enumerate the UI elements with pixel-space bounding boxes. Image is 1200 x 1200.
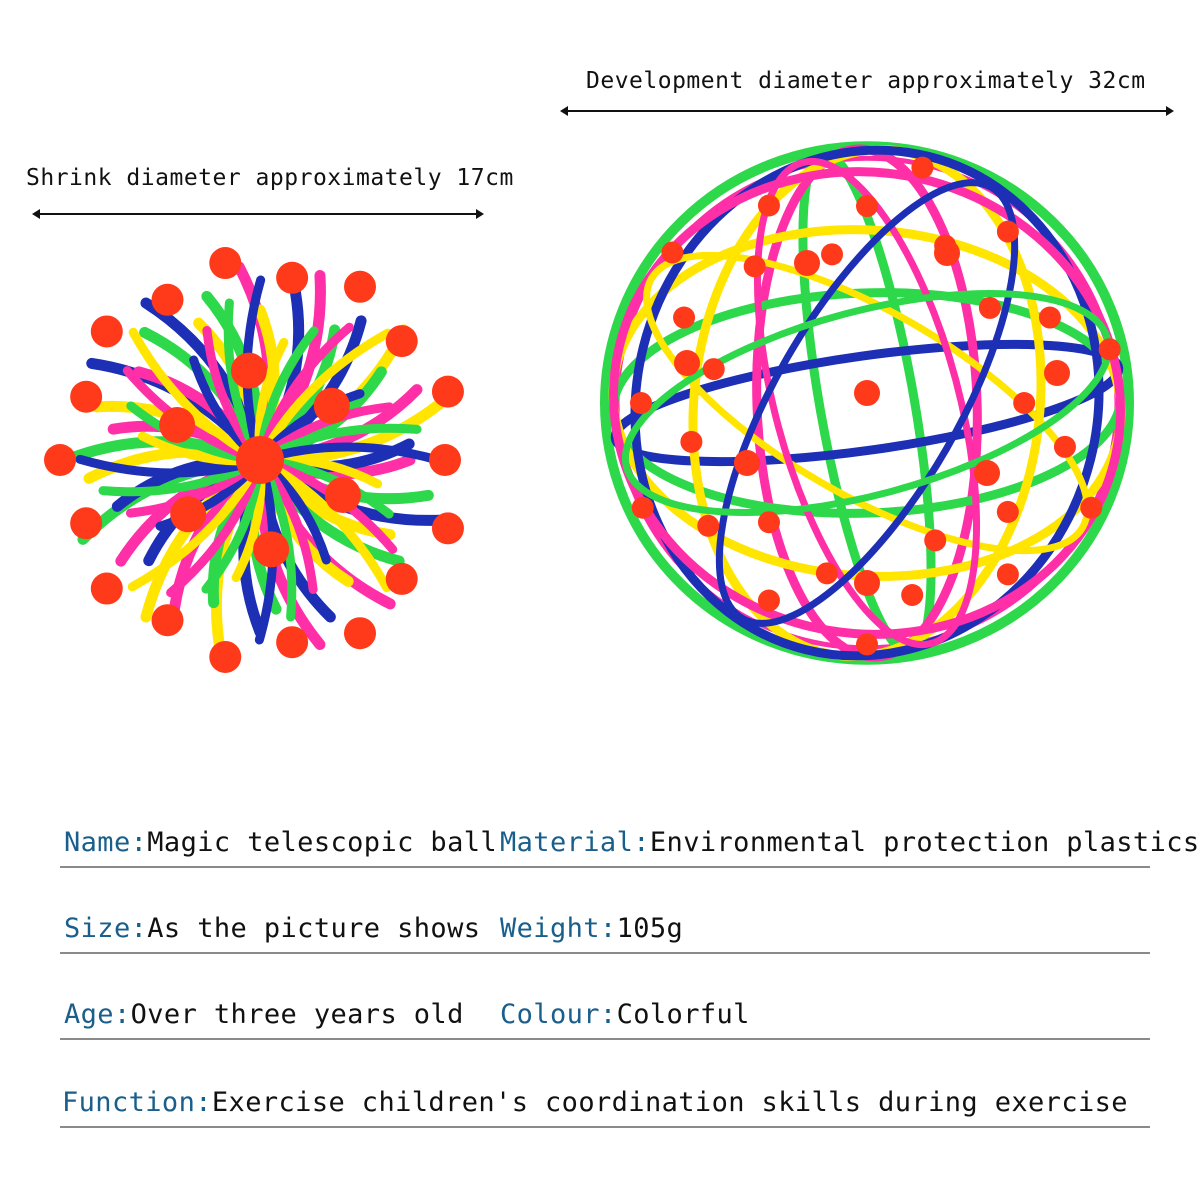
spec-material: [500, 827, 1200, 858]
spec-function-key: Function:: [62, 1087, 212, 1118]
spec-row-size-weight: [60, 866, 1150, 954]
spec-size-value: As the picture shows: [147, 913, 481, 944]
spec-material-value: Environmental protection plastics: [649, 827, 1200, 858]
spec-size-key: Size:: [64, 913, 148, 944]
spec-function-value: Exercise children's coordination skills during exercise: [211, 1087, 1128, 1118]
shrink-diameter-arrow: [34, 213, 482, 215]
development-diameter-arrow: [562, 110, 1172, 112]
spec-weight: [500, 913, 683, 944]
spec-name-key: Name:: [64, 827, 148, 858]
spec-row-age-colour: [60, 952, 1150, 1040]
spec-colour-value: Colorful: [616, 999, 750, 1030]
development-diameter-label: Development diameter approximately 32cm: [586, 68, 1146, 94]
spec-material-key: Material:: [500, 827, 650, 858]
spec-colour-key: Colour:: [500, 999, 617, 1030]
spec-weight-value: 105g: [616, 913, 684, 944]
shrunk-ball-image: [30, 245, 490, 685]
spec-weight-key: Weight:: [500, 913, 617, 944]
spec-age-key: Age:: [64, 999, 131, 1030]
spec-colour: [500, 999, 750, 1030]
spec-age-value: Over three years old: [130, 999, 464, 1030]
spec-function: [62, 1087, 1128, 1118]
spec-size: [64, 913, 480, 944]
shrink-diameter-label: Shrink diameter approximately 17cm: [26, 165, 514, 191]
spec-name: [64, 827, 497, 858]
spec-row-name-material: [60, 780, 1200, 868]
spec-age: [64, 999, 464, 1030]
spec-name-value: Magic telescopic ball: [147, 827, 498, 858]
spec-row-function: [60, 1040, 1150, 1128]
expanded-ball-image: [555, 125, 1180, 685]
